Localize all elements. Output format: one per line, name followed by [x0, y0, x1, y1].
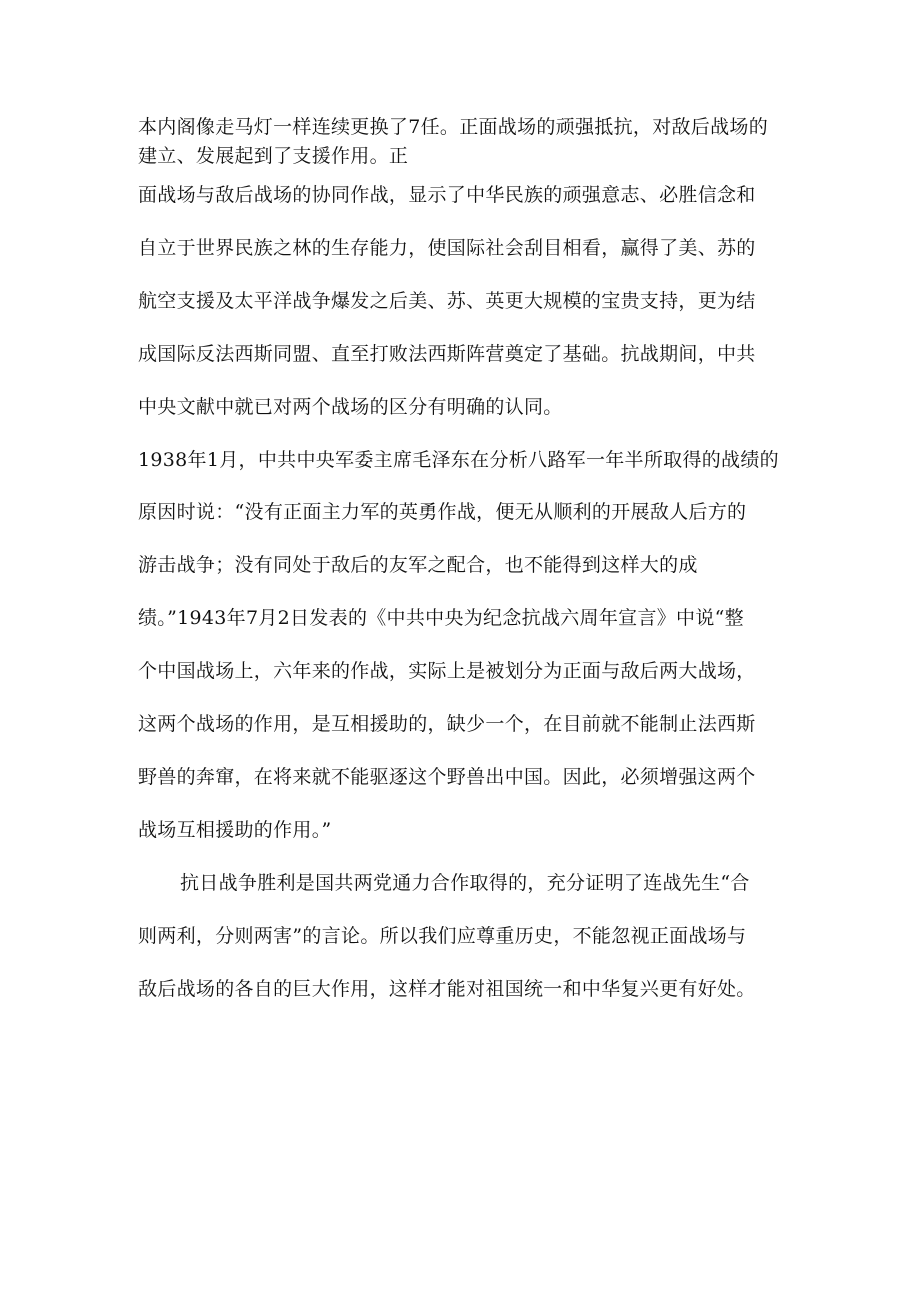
- text-line-11: 绩。”1943年7月2日发表的《中共中央为纪念抗战六周年宣言》中说“整: [138, 607, 744, 629]
- text-line-13: 这两个战场的作用，是互相援助的，缺少一个，在目前就不能制止法西斯: [138, 713, 756, 735]
- text-line-18: 敌后战场的各自的巨大作用，这样才能对祖国统一和中华复兴更有好处。: [138, 978, 756, 1000]
- text-line-16: 抗日战争胜利是国共两党通力合作取得的，充分证明了连战先生“合: [180, 872, 750, 894]
- text-line-5: 航空支援及太平洋战争爆发之后美、苏、英更大规模的宝贵支持，更为结: [138, 290, 756, 312]
- text-line-10: 游击战争；没有同处于敌后的友军之配合，也不能得到这样大的成: [138, 554, 698, 576]
- text-line-12: 个中国战场上，六年来的作战，实际上是被划分为正面与敌后两大战场，: [138, 660, 756, 682]
- text-line-17: 则两利，分则两害”的言论。所以我们应尊重历史，不能忽视正面战场与: [138, 925, 747, 947]
- text-line-3: 面战场与敌后战场的协同作战，显示了中华民族的顽强意志、必胜信念和: [138, 184, 756, 206]
- text-line-8: 1938年1月，中共中央军委主席毛泽东在分析八路军一年半所取得的战绩的: [138, 449, 779, 471]
- text-line-4: 自立于世界民族之林的生存能力，使国际社会刮目相看，赢得了美、苏的: [138, 237, 756, 259]
- text-line-1: 本内阁像走马灯一样连续更换了7任。正面战场的顽强抵抗，对敌后战场的: [138, 116, 768, 138]
- text-line-15: 战场互相援助的作用。”: [138, 819, 332, 841]
- text-line-2: 建立、发展起到了支援作用。正: [138, 145, 409, 167]
- text-line-7: 中央文献中就已对两个战场的区分有明确的认同。: [138, 396, 563, 418]
- text-line-9: 原因时说：“没有正面主力军的英勇作战，便无从顺利的开展敌人后方的: [138, 501, 747, 523]
- text-line-6: 成国际反法西斯同盟、直至打败法西斯阵营奠定了基础。抗战期间，中共: [138, 343, 756, 365]
- text-line-14: 野兽的奔窜，在将来就不能驱逐这个野兽出中国。因此，必须增强这两个: [138, 766, 756, 788]
